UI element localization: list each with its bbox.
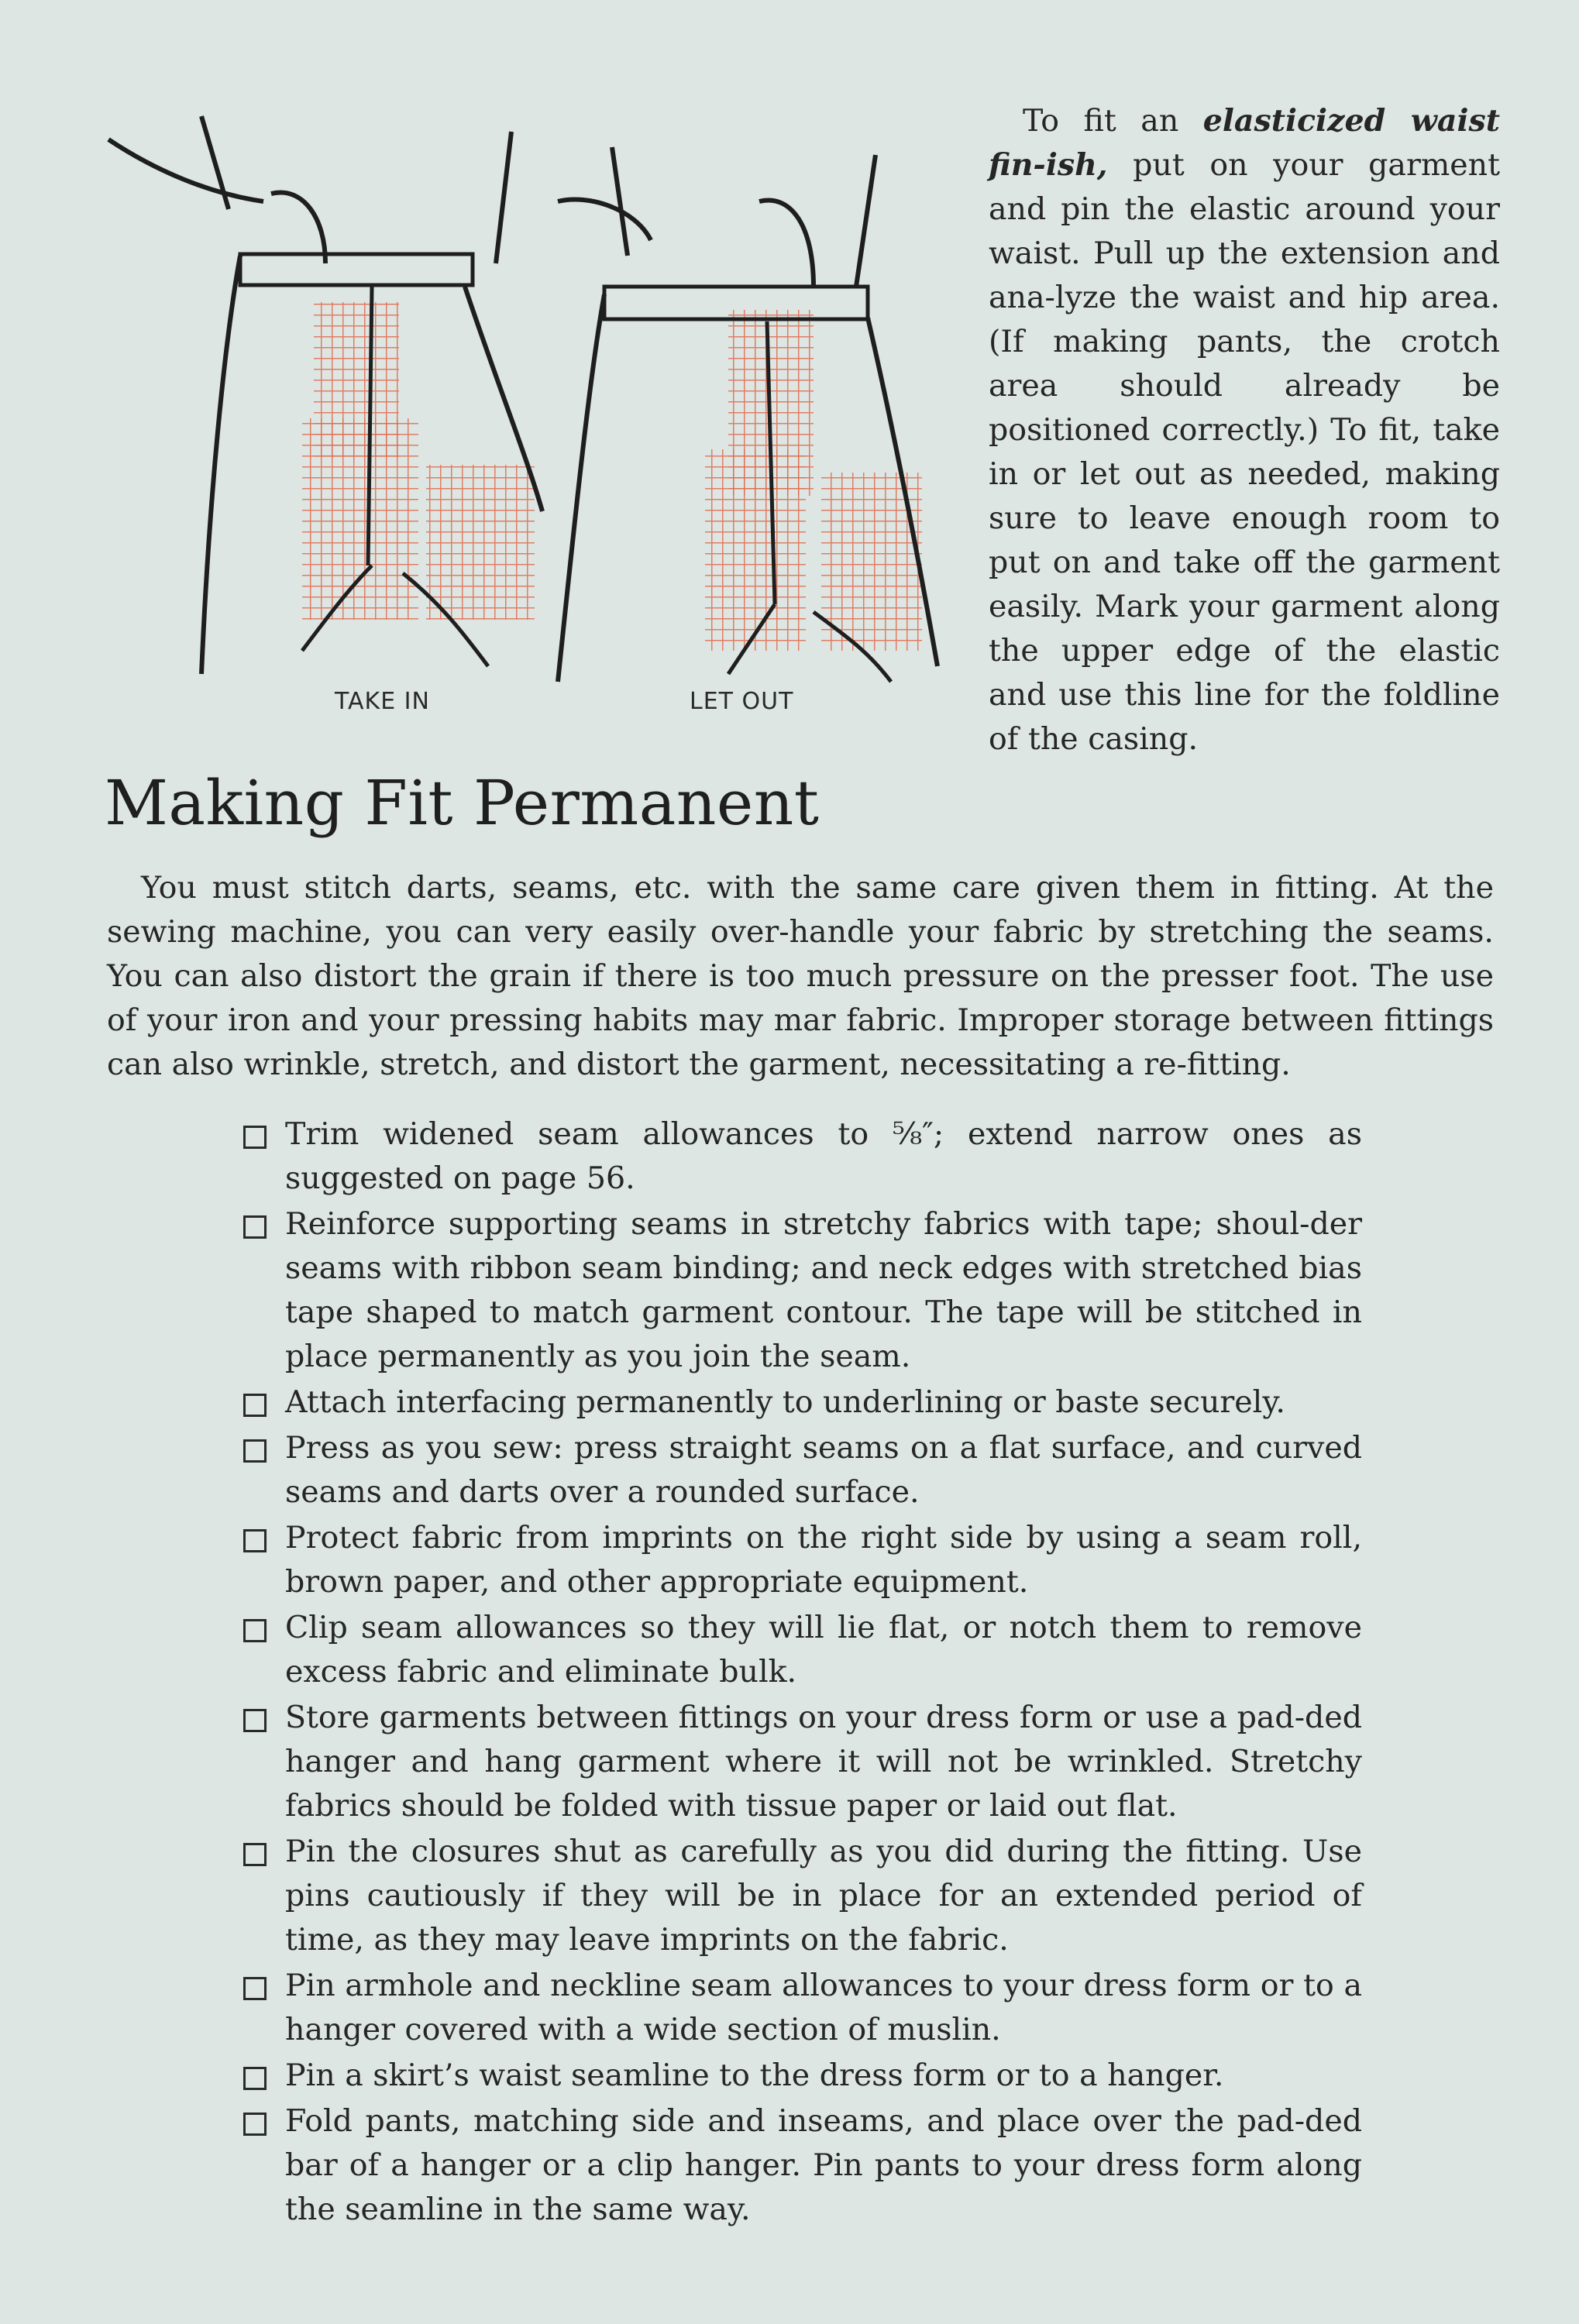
take-in-figure xyxy=(108,116,542,674)
let-out-figure xyxy=(558,147,937,682)
caption-let-out: LET OUT xyxy=(690,688,794,715)
caption-take-in: TAKE IN xyxy=(335,688,430,715)
side-text-emphasis: elasticized waist fin-ish, xyxy=(989,103,1501,183)
side-text-prefix: To fit an xyxy=(1023,103,1203,139)
checklist-item: Reinforce supporting seams in stretchy fabrics with tape; shoul-der seams with ribbon seam binding; and neck edges with stretched bias tape shaped to match garment contour. The tape will be stitched in place permanently as you join the seam. xyxy=(240,1202,1362,1379)
checklist-item: Pin a skirt’s waist seamline to the dress form or to a hanger. xyxy=(240,2054,1362,2098)
checklist-item: Fold pants, matching side and inseams, and place over the pad-ded bar of a hanger or a clip hanger. Pin pants to your dress form along the seamline in the same way. xyxy=(240,2099,1362,2232)
checklist-item: Protect fabric from imprints on the right side by using a seam roll, brown paper, and other appropriate equipment. xyxy=(240,1516,1362,1604)
pants-fitting-illustration xyxy=(93,108,945,728)
checklist-item: Pin armhole and neckline seam allowances to your dress form or to a hanger covered with a wide section of muslin. xyxy=(240,1964,1362,2052)
checklist-item: Trim widened seam allowances to ⅝″; extend narrow ones as suggested on page 56. xyxy=(240,1112,1362,1201)
checklist-item: Attach interfacing permanently to underlining or baste securely. xyxy=(240,1380,1362,1425)
intro-text: You must stitch darts, seams, etc. with the same care given them in fitting. At the sewing machine, you can very easily over-handle your fabric by stretching the seams. You can also distort the grain if there is too much pressure on the presser foot. The use of your iron and your pressing habits may mar fabric. Improper storage between fittings can also wrinkle, stretch, and distort the garment, necessitating a re-fitting. xyxy=(107,870,1494,1082)
checklist-item: Pin the closures shut as carefully as you did during the fitting. Use pins cautiously if they will be in place for an extended period of time, as they may leave imprints on the fabric. xyxy=(240,1830,1362,1962)
side-text-body: put on your garment and pin the elastic around your waist. Pull up the extension and ana-lyze the waist and hip area. (If making pants, the crotch area should already be positioned correctly.) To fit, take in or let out as needed, making sure to leave enough room to put on and take off the garment easily. Mark your garment along the upper edge of the elastic and use this line for the foldline of the casing. xyxy=(989,147,1500,757)
elasticized-waist-paragraph xyxy=(989,99,1500,761)
checklist-item: Store garments between fittings on your dress form or use a pad-ded hanger and hang garment where it will not be wrinkled. Stretchy fabrics should be folded with tissue paper or laid out flat. xyxy=(240,1696,1362,1828)
intro-paragraph xyxy=(107,866,1494,1087)
section-heading: Making Fit Permanent xyxy=(105,767,820,839)
checklist-item: Clip seam allowances so they will lie flat, or notch them to remove excess fabric and eliminate bulk. xyxy=(240,1606,1362,1694)
checklist xyxy=(240,1112,1362,2233)
checklist-item: Press as you sew: press straight seams on a flat surface, and curved seams and darts over a rounded surface. xyxy=(240,1426,1362,1514)
